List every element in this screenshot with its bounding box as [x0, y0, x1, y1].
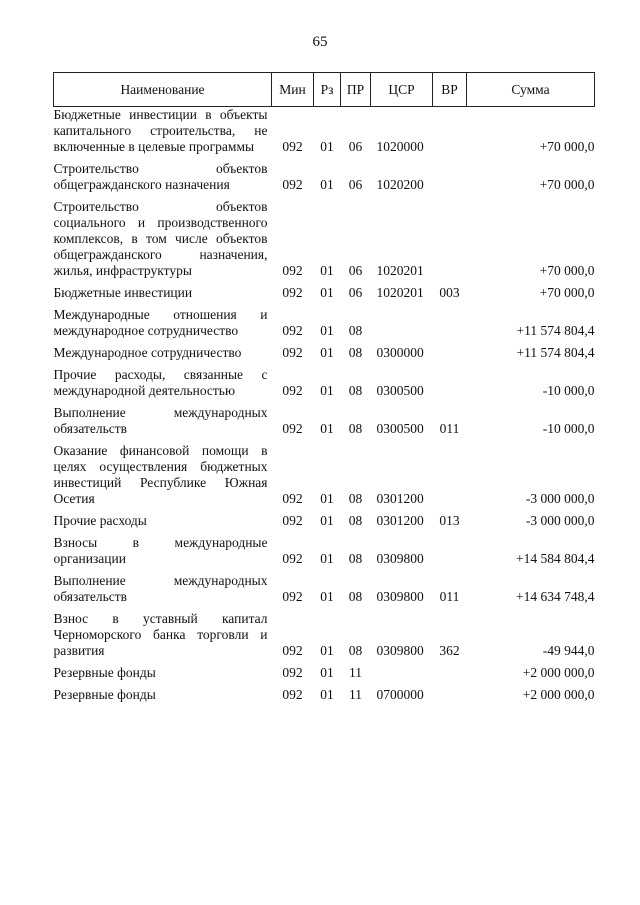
table-row: [54, 535, 595, 567]
cell-vr: [433, 307, 467, 339]
cell-sum: +2 000 000,0: [522, 687, 595, 702]
cell-name: Выполнение международных обязательств: [53, 573, 268, 604]
cell-rz: 01: [320, 665, 334, 680]
cell-vr: [433, 687, 467, 703]
cell-vr: [433, 161, 467, 193]
cell-name: Резервные фонды: [53, 665, 156, 680]
cell-csr: 0700000: [376, 687, 424, 702]
cell-name: Резервные фонды: [53, 687, 156, 702]
cell-pr: 06: [348, 139, 363, 154]
cell-sum: -3 000 000,0: [525, 491, 595, 506]
header-pr: ПР: [341, 73, 371, 107]
cell-vr: [433, 535, 467, 567]
cell-name: Взнос в уставный капитал Черноморского банка торговли и развития: [53, 611, 268, 658]
cell-csr: 0300000: [376, 345, 424, 360]
cell-pr: 11: [349, 665, 362, 680]
cell-rz: 01: [320, 285, 334, 300]
table-row: [54, 687, 595, 703]
cell-rz: 01: [320, 643, 334, 658]
cell-vr: 011: [439, 589, 460, 604]
table-row: [54, 611, 595, 659]
table-body: [54, 107, 595, 704]
cell-pr: 08: [348, 643, 363, 658]
cell-csr: 1020000: [376, 139, 424, 154]
cell-sum: +70 000,0: [539, 263, 595, 278]
cell-sum: +2 000 000,0: [522, 665, 595, 680]
cell-sum: +70 000,0: [539, 177, 595, 192]
table-row: [54, 107, 595, 156]
cell-vr: 011: [439, 421, 460, 436]
table-row: [54, 367, 595, 399]
cell-pr: 08: [348, 421, 363, 436]
cell-pr: 08: [348, 323, 363, 338]
cell-min: 092: [282, 551, 303, 566]
cell-sum: +70 000,0: [539, 139, 595, 154]
cell-min: 092: [282, 687, 303, 702]
cell-rz: 01: [320, 139, 334, 154]
cell-min: 092: [282, 323, 303, 338]
header-rz: Рз: [314, 73, 341, 107]
cell-rz: 01: [320, 383, 334, 398]
cell-csr: [371, 307, 433, 339]
cell-csr: 1020201: [376, 263, 424, 278]
cell-sum: +70 000,0: [539, 285, 595, 300]
table-row: [54, 405, 595, 437]
cell-rz: 01: [320, 687, 334, 702]
cell-min: 092: [282, 285, 303, 300]
cell-sum: +14 584 804,4: [516, 551, 595, 566]
cell-name: Взносы в международные организации: [53, 535, 268, 566]
cell-rz: 01: [320, 323, 334, 338]
cell-pr: 06: [348, 263, 363, 278]
cell-pr: 06: [348, 285, 363, 300]
cell-rz: 01: [320, 589, 334, 604]
cell-rz: 01: [320, 177, 334, 192]
cell-sum: -10 000,0: [542, 421, 595, 436]
cell-vr: [433, 345, 467, 361]
cell-vr: 003: [439, 285, 460, 300]
table-row: [54, 573, 595, 605]
cell-name: Прочие расходы: [53, 513, 147, 528]
cell-vr: [433, 199, 467, 279]
cell-vr: [433, 107, 467, 156]
table-row: [54, 285, 595, 301]
cell-min: 092: [282, 383, 303, 398]
table-row: [54, 443, 595, 507]
header-min: Мин: [272, 73, 314, 107]
table-row: [54, 307, 595, 339]
cell-csr: 0309800: [376, 551, 424, 566]
cell-pr: 08: [348, 345, 363, 360]
header-name: Наименование: [54, 73, 272, 107]
cell-name: Выполнение международных обязательств: [53, 405, 268, 436]
cell-name: Международное сотрудничество: [53, 345, 242, 360]
page-number: 65: [312, 34, 328, 50]
cell-pr: 08: [348, 513, 363, 528]
cell-sum: -10 000,0: [542, 383, 595, 398]
cell-vr: 362: [439, 643, 460, 658]
cell-rz: 01: [320, 491, 334, 506]
cell-min: 092: [282, 491, 303, 506]
cell-csr: 0301200: [376, 513, 424, 528]
header-vr: ВР: [433, 73, 467, 107]
cell-csr: 0309800: [376, 589, 424, 604]
cell-rz: 01: [320, 513, 334, 528]
cell-csr: [371, 665, 433, 681]
cell-sum: -3 000 000,0: [525, 513, 595, 528]
cell-csr: 1020200: [376, 177, 424, 192]
cell-sum: +11 574 804,4: [516, 345, 595, 360]
cell-min: 092: [282, 345, 303, 360]
cell-vr: [433, 665, 467, 681]
cell-name: Международные отношения и международное сотрудничество: [53, 307, 268, 338]
cell-pr: 06: [348, 177, 363, 192]
cell-name: Прочие расходы, связанные с международной деятельностью: [53, 367, 268, 398]
cell-name: Бюджетные инвестиции: [53, 285, 193, 300]
cell-csr: 1020201: [376, 285, 424, 300]
cell-vr: 013: [439, 513, 460, 528]
cell-min: 092: [282, 589, 303, 604]
cell-name: Бюджетные инвестиции в объекты капитального строительства, не включенные в целевые программы: [53, 107, 268, 154]
cell-pr: 08: [348, 551, 363, 566]
cell-min: 092: [282, 643, 303, 658]
table-row: [54, 513, 595, 529]
budget-table: [53, 72, 595, 703]
cell-rz: 01: [320, 345, 334, 360]
cell-csr: 0309800: [376, 643, 424, 658]
cell-min: 092: [282, 513, 303, 528]
cell-sum: +11 574 804,4: [516, 323, 595, 338]
cell-min: 092: [282, 665, 303, 680]
cell-min: 092: [282, 263, 303, 278]
cell-sum: +14 634 748,4: [516, 589, 595, 604]
table-row: [54, 345, 595, 361]
cell-pr: 08: [348, 491, 363, 506]
table-row: [54, 665, 595, 681]
cell-pr: 08: [348, 383, 363, 398]
cell-pr: 08: [348, 589, 363, 604]
cell-csr: 0300500: [376, 421, 424, 436]
table-header: [54, 73, 595, 107]
table-row: [54, 161, 595, 193]
cell-name: Оказание финансовой помощи в целях осуществления бюджетных инвестиций Республике Южная Осетия: [53, 443, 268, 506]
cell-min: 092: [282, 177, 303, 192]
cell-rz: 01: [320, 421, 334, 436]
cell-rz: 01: [320, 551, 334, 566]
header-csr: ЦСР: [371, 73, 433, 107]
cell-sum: -49 944,0: [542, 643, 595, 658]
cell-rz: 01: [320, 263, 334, 278]
cell-csr: 0301200: [376, 491, 424, 506]
cell-min: 092: [282, 421, 303, 436]
cell-vr: [433, 367, 467, 399]
cell-min: 092: [282, 139, 303, 154]
cell-name: Строительство объектов социального и производственного комплексов, в том числе объектов общегражданского назначения, жилья, инфраструктуры: [53, 199, 268, 278]
cell-name: Строительство объектов общегражданского назначения: [53, 161, 268, 192]
cell-vr: [433, 443, 467, 507]
cell-pr: 11: [349, 687, 362, 702]
header-sum: Сумма: [467, 73, 595, 107]
table-row: [54, 199, 595, 279]
cell-csr: 0300500: [376, 383, 424, 398]
